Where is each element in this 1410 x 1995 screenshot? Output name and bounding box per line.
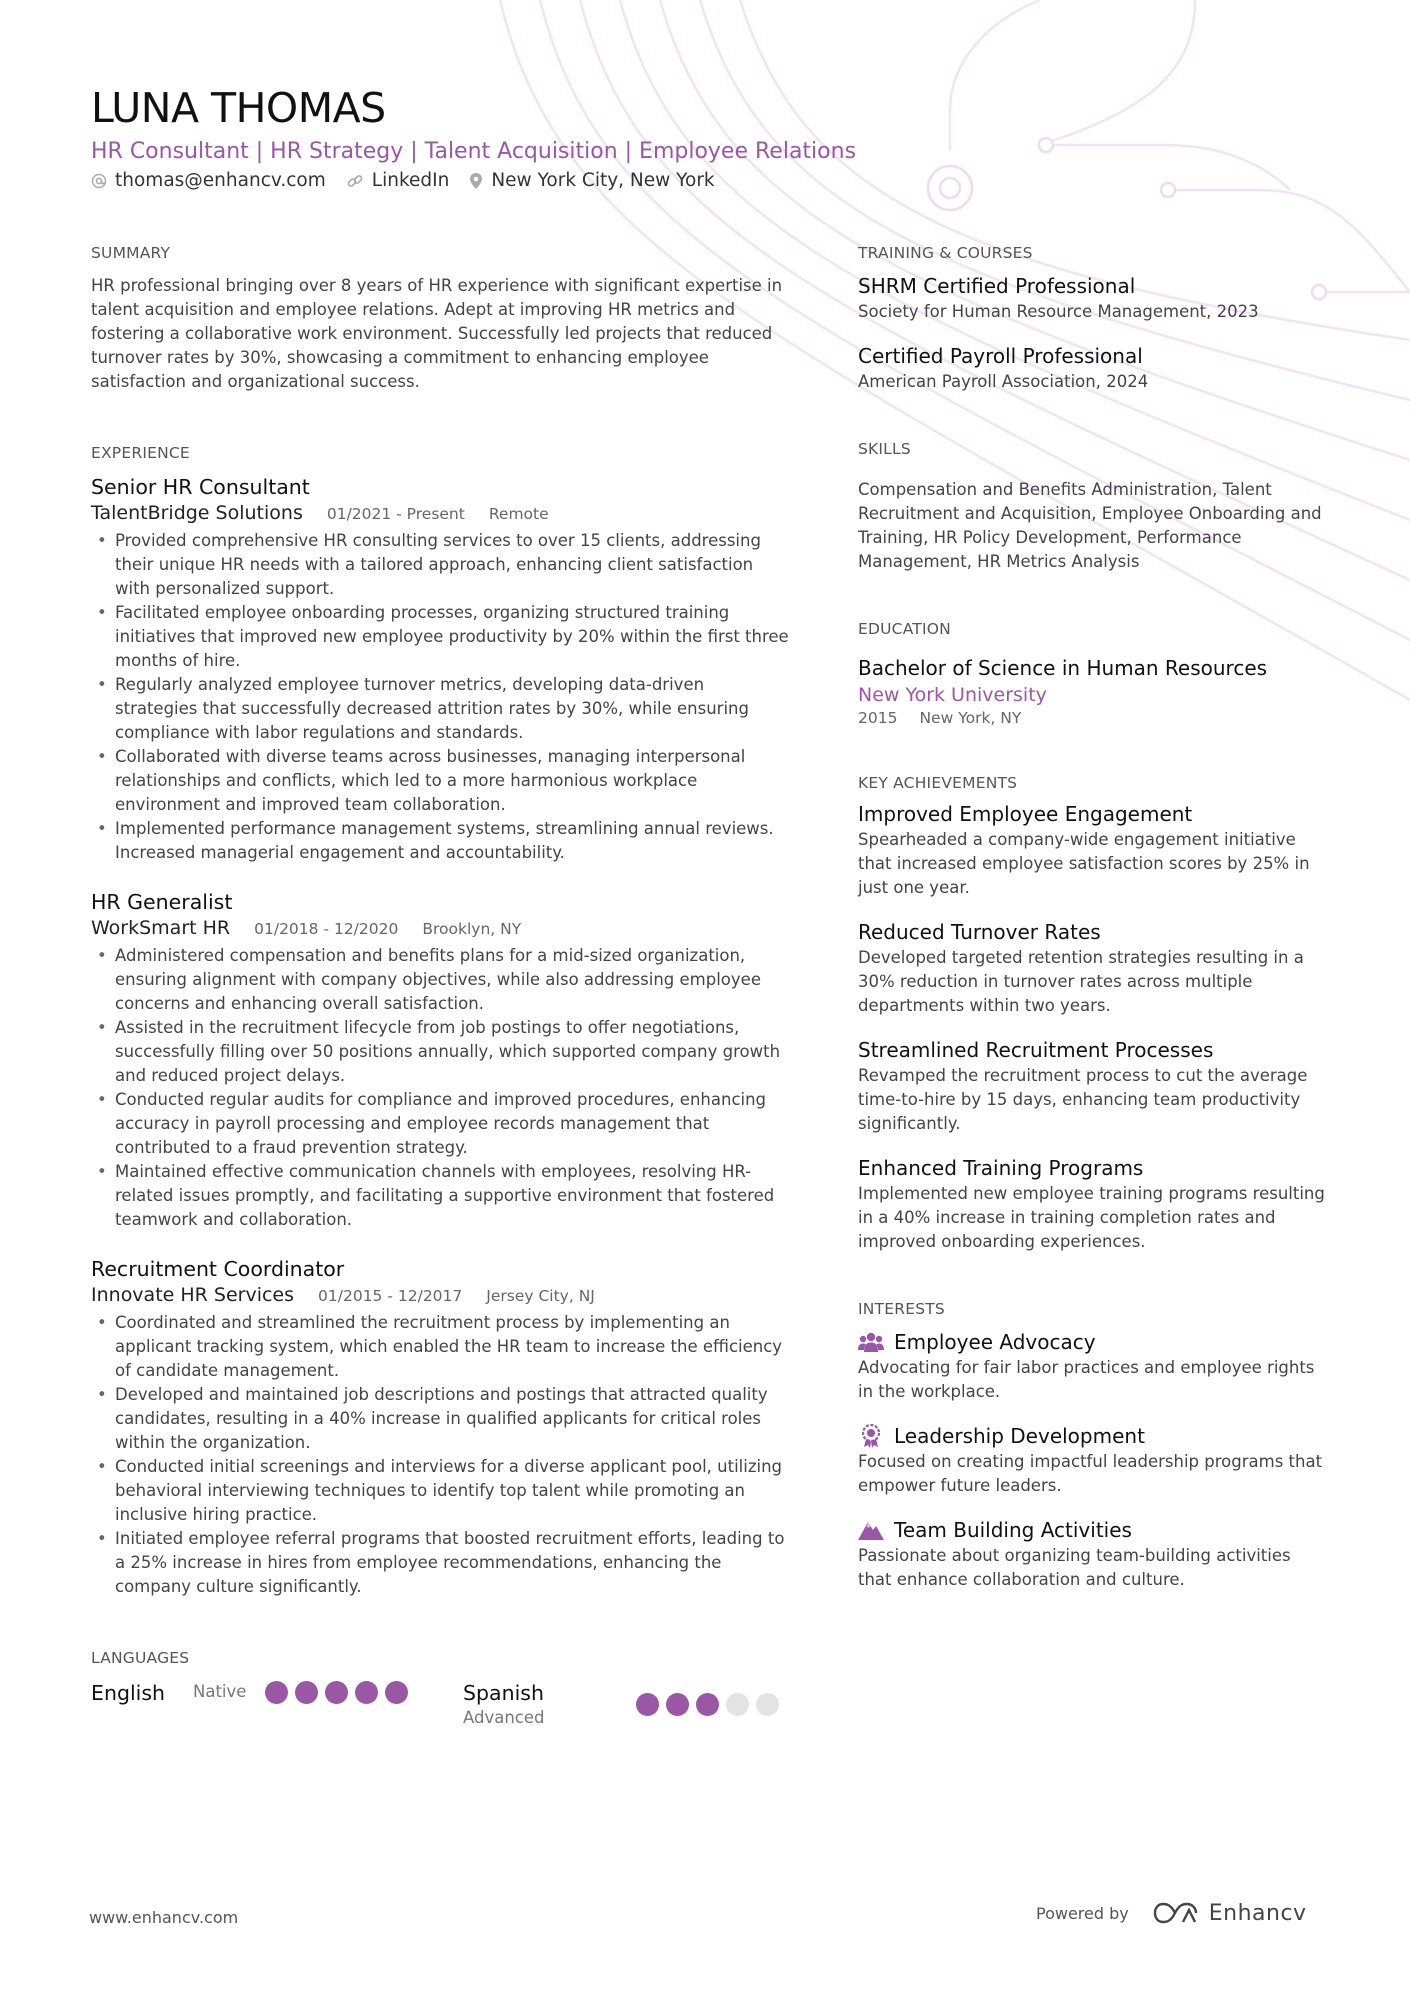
course-org: Society for Human Resource Management, 2023 <box>858 302 1259 321</box>
powered-by-label: Powered by <box>1036 1903 1129 1923</box>
achievement-item <box>858 1154 1328 1254</box>
interest-desc: Focused on creating impactful leadership programs that empower future leaders. <box>858 1452 1323 1495</box>
rating-dot <box>325 1681 348 1704</box>
rating-dot <box>636 1693 659 1716</box>
footer-url[interactable]: www.enhancv.com <box>89 1908 239 1927</box>
education-school: New York University <box>858 684 1047 706</box>
section-title-education: EDUCATION <box>858 620 951 638</box>
job-bullet: • Maintained effective communication channels with employees, resolving HR-related issues promptly, and facilitating a supportive environment that fostered teamwork and collaboration. <box>91 1160 791 1232</box>
language-rating-spanish <box>636 1693 779 1716</box>
achievement-title: Streamlined Recruitment Processes <box>858 1038 1214 1062</box>
rating-dot <box>355 1681 378 1704</box>
job-bullets <box>91 529 791 865</box>
section-title-interests: INTERESTS <box>858 1300 945 1318</box>
job-bullets <box>91 1311 791 1599</box>
skills-section <box>858 438 1328 574</box>
job-bullet: • Implemented performance management systems, streamlining annual reviews. Increased managerial engagement and accountability. <box>91 817 791 865</box>
job-bullet: • Coordinated and streamlined the recruitment process by implementing an applicant tracking system, which enabled the HR team to increase the efficiency of candidate management. <box>91 1311 791 1383</box>
language-item-english <box>91 1679 165 1707</box>
linkedin-text: LinkedIn <box>371 170 450 191</box>
section-title-achievements: KEY ACHIEVEMENTS <box>858 774 1018 792</box>
achievement-desc: Implemented new employee training programs resulting in a 40% increase in training completion rates and improved onboarding experiences. <box>858 1184 1325 1251</box>
achievement-title: Enhanced Training Programs <box>858 1156 1144 1180</box>
job-bullet: • Administered compensation and benefits plans for a mid-sized organization, ensuring alignment with company objectives, while also addressing employee concerns and enhancing overall satisfaction. <box>91 944 791 1016</box>
achievement-title: Improved Employee Engagement <box>858 802 1193 826</box>
email-text: thomas@enhancv.com <box>115 170 326 191</box>
achievement-item <box>858 1036 1328 1136</box>
language-level: Native <box>193 1682 247 1701</box>
rating-dot <box>756 1693 779 1716</box>
job-bullet: • Developed and maintained job descriptions and postings that attracted quality candidates, resulting in a 40% increase in qualified applicants for critical roles within the organization. <box>91 1383 791 1455</box>
section-title-languages: LANGUAGES <box>91 1649 190 1667</box>
job-location: Remote <box>488 505 549 523</box>
job-period: 01/2021 - Present <box>326 505 465 523</box>
rating-dot <box>295 1681 318 1704</box>
experience-section <box>91 442 791 1599</box>
job-bullet: • Initiated employee referral programs that boosted recruitment efforts, leading to a 25% increase in hires from employee recommendations, enhancing the company culture significantly. <box>91 1527 791 1599</box>
job-period: 01/2015 - 12/2017 <box>318 1287 463 1305</box>
rating-dot <box>265 1681 288 1704</box>
language-level: Advanced <box>463 1708 545 1727</box>
education-location: New York, NY <box>919 709 1022 727</box>
mountain-icon <box>858 1519 884 1541</box>
company-name: Innovate HR Services <box>91 1284 295 1306</box>
link-icon <box>346 172 364 190</box>
summary-section <box>91 242 791 394</box>
job-bullet: • Facilitated employee onboarding processes, organizing structured training initiatives that improved new employee productivity by 20% within the first three months of hire. <box>91 601 791 673</box>
interest-head <box>858 1516 1328 1544</box>
job-title: HR Generalist <box>91 890 233 914</box>
course-item <box>858 272 1328 324</box>
course-title: SHRM Certified Professional <box>858 274 1136 298</box>
summary-text: HR professional bringing over 8 years of HR experience with significant expertise in talent acquisition and employee relations. Adept at improving HR metrics and fostering a collaborative work environment. Successfully led projects that reduced turnover rates by 30%, showcasing a commitment to enhancing employee satisfaction and organizational success. <box>91 276 783 391</box>
location-item <box>469 170 714 191</box>
rating-dot <box>726 1693 749 1716</box>
languages-row <box>91 1679 791 1739</box>
right-column <box>858 242 1328 1592</box>
language-rating-english <box>265 1681 408 1704</box>
company-name: TalentBridge Solutions <box>91 502 303 524</box>
left-column <box>91 242 791 1739</box>
job-bullet: • Provided comprehensive HR consulting services to over 15 clients, addressing their unique HR needs with a tailored approach, enhancing client satisfaction with personalized support. <box>91 529 791 601</box>
brand-name: Enhancv <box>1208 1900 1307 1926</box>
education-degree: Bachelor of Science in Human Resources <box>858 656 1268 680</box>
email-item[interactable] <box>91 170 326 191</box>
section-title-skills: SKILLS <box>858 440 911 458</box>
job-meta <box>91 915 791 942</box>
interest-head <box>858 1422 1328 1450</box>
job-title: Recruitment Coordinator <box>91 1257 345 1281</box>
job-period: 01/2018 - 12/2020 <box>254 920 399 938</box>
job-meta <box>91 1282 791 1309</box>
job-location: Brooklyn, NY <box>422 920 522 938</box>
language-level-english <box>193 1681 246 1703</box>
interest-title: Team Building Activities <box>894 1518 1132 1542</box>
candidate-name: LUNA THOMAS <box>91 84 386 132</box>
rating-dot <box>666 1693 689 1716</box>
language-item-spanish <box>463 1679 545 1729</box>
course-title: Certified Payroll Professional <box>858 344 1143 368</box>
job-entry <box>91 474 791 865</box>
job-title: Senior HR Consultant <box>91 475 310 499</box>
achievement-desc: Developed targeted retention strategies resulting in a 30% reduction in turnover rates across multiple departments within two years. <box>858 948 1304 1015</box>
achievements-section <box>858 772 1328 1254</box>
skills-text: Compensation and Benefits Administration, Talent Recruitment and Acquisition, Employee Onboarding and Training, HR Policy Development, Performance Management, HR Metrics Analysis <box>858 480 1322 571</box>
language-name: Spanish <box>463 1681 544 1705</box>
interests-section <box>858 1298 1328 1592</box>
course-item <box>858 342 1328 394</box>
job-entry <box>91 889 791 1232</box>
rating-dot <box>696 1693 719 1716</box>
job-bullet: • Assisted in the recruitment lifecycle from job postings to offer negotiations, successfully filling over 50 positions annually, which supported company growth and reduced project delays. <box>91 1016 791 1088</box>
job-entry <box>91 1256 791 1599</box>
section-title-summary: SUMMARY <box>91 244 171 262</box>
interest-title: Employee Advocacy <box>894 1330 1096 1354</box>
interest-item <box>858 1516 1328 1592</box>
education-meta <box>858 708 1328 728</box>
company-name: WorkSmart HR <box>91 917 231 939</box>
achievement-item <box>858 918 1328 1018</box>
achievement-desc: Spearheaded a company-wide engagement initiative that increased employee satisfaction scores by 25% in just one year. <box>858 830 1310 897</box>
section-title-experience: EXPERIENCE <box>91 444 190 462</box>
headline: HR Consultant | HR Strategy | Talent Acquisition | Employee Relations <box>91 139 857 164</box>
job-bullet: • Collaborated with diverse teams across businesses, managing interpersonal relationships and conflicts, which led to a more harmonious workplace environment and improved team collaboration. <box>91 745 791 817</box>
achievement-title: Reduced Turnover Rates <box>858 920 1101 944</box>
job-location: Jersey City, NJ <box>486 1287 595 1305</box>
contact-row <box>91 170 891 191</box>
interest-head <box>858 1328 1328 1356</box>
languages-section <box>91 1647 791 1739</box>
location-pin-icon <box>469 172 483 190</box>
interest-title: Leadership Development <box>894 1424 1145 1448</box>
interest-desc: Passionate about organizing team-building activities that enhance collaboration and culture. <box>858 1546 1291 1589</box>
course-org: American Payroll Association, 2024 <box>858 372 1149 391</box>
achievement-item <box>858 800 1328 900</box>
location-text: New York City, New York <box>491 170 715 191</box>
job-bullet: • Conducted initial screenings and interviews for a diverse applicant pool, utilizing behavioral interviewing techniques to identify top talent while promoting an inclusive hiring practice. <box>91 1455 791 1527</box>
achievement-desc: Revamped the recruitment process to cut the average time-to-hire by 15 days, enhancing team productivity significantly. <box>858 1066 1308 1133</box>
job-bullet: • Regularly analyzed employee turnover metrics, developing data-driven strategies that successfully decreased attrition rates by 30%, while ensuring compliance with labor regulations and standards. <box>91 673 791 745</box>
rating-dot <box>385 1681 408 1704</box>
education-year: 2015 <box>858 709 898 727</box>
language-name: English <box>91 1681 166 1705</box>
training-section <box>858 242 1328 394</box>
resume-header <box>91 78 891 191</box>
interest-item <box>858 1422 1328 1498</box>
interest-item <box>858 1328 1328 1404</box>
job-bullets <box>91 944 791 1232</box>
interest-desc: Advocating for fair labor practices and employee rights in the workplace. <box>858 1358 1315 1401</box>
people-icon <box>858 1331 884 1353</box>
job-meta <box>91 500 791 527</box>
job-bullet: • Conducted regular audits for compliance and improved procedures, enhancing accuracy in payroll processing and employee records management that contributed to a fraud prevention strategy. <box>91 1088 791 1160</box>
at-icon <box>91 173 107 189</box>
footer-brand <box>1036 1900 1307 1926</box>
section-title-training: TRAINING & COURSES <box>858 244 1033 262</box>
linkedin-item[interactable] <box>346 170 450 191</box>
education-section <box>858 618 1328 728</box>
enhancv-logo-icon <box>1153 1900 1201 1926</box>
medal-icon <box>858 1424 884 1448</box>
